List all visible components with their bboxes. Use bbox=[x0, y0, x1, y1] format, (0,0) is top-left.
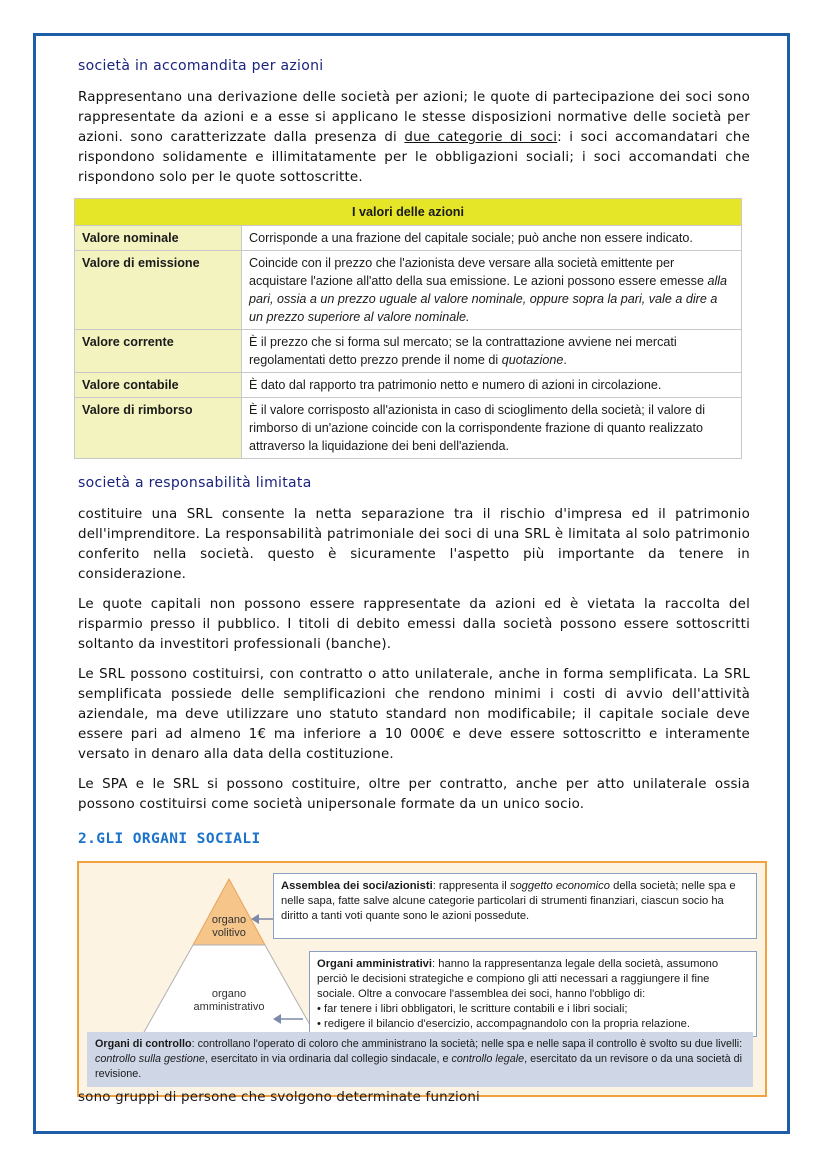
row-key: Valore nominale bbox=[75, 226, 242, 251]
page-content bbox=[78, 58, 750, 1097]
row-text-a: Coincide con il prezzo che l'azionista deve versare alla società emittente per acquistare l'azione all'atto della sua emissione. Le azioni possono essere emesse bbox=[249, 256, 708, 288]
controllo-italic-1: controllo sulla gestione bbox=[95, 1053, 205, 1065]
row-text bbox=[242, 330, 742, 373]
assemblea-label: Assemblea dei soci/azionisti bbox=[281, 880, 433, 892]
table-row bbox=[75, 330, 742, 373]
table-row bbox=[75, 373, 742, 398]
section-title-sapa: società in accomandita per azioni bbox=[78, 58, 324, 74]
controllo-text-c: , esercitato da un revisore o da una società di revisione. bbox=[95, 1053, 743, 1080]
table-header: I valori delle azioni bbox=[75, 199, 742, 226]
row-key: Valore di rimborso bbox=[75, 398, 242, 459]
sapa-text-underlined: due categorie di soci bbox=[404, 130, 558, 145]
row-key: Valore di emissione bbox=[75, 251, 242, 330]
table-header-row bbox=[75, 199, 742, 226]
assemblea-text-b: della società; nelle spa e nelle sapa, fatte salve alcune categorie particolari di strumenti finanziari, ciascun socio ha diritto a tanti voti quante sono le azioni possedute. bbox=[281, 880, 736, 922]
arrow-left-icon bbox=[251, 914, 259, 924]
row-text-c: . bbox=[563, 353, 567, 367]
row-text: Corrisponde a una frazione del capitale sociale; può anche non essere indicato. bbox=[242, 226, 742, 251]
srl-paragraph-3: Le SRL possono costituirsi, con contratto o atto unilaterale, anche in forma semplificata. La SRL semplificata possiede delle semplificazioni che rendono minimi i costi di avvio dell'attività aziendale, ma deve utilizzare uno statuto standard non modificabile; il capitale sociale deve essere pari ad almeno 1€ ma inferiore a 10 000€ e deve essere sottoscritto e interamente versato in denaro alla data della costituzione. bbox=[78, 667, 750, 762]
srl-paragraph-4: Le SPA e le SRL si possono costituire, oltre per contratto, anche per atto unilaterale ossia possono costituirsi come società unipersonale formate da un unico socio. bbox=[78, 777, 750, 812]
amm-bullet: • redigere il bilancio d'esercizio, accompagnandolo con la propria relazione. bbox=[317, 1018, 690, 1030]
controllo-italic-2: controllo legale bbox=[451, 1053, 525, 1065]
values-table bbox=[74, 198, 742, 459]
row-text-a: È il prezzo che si forma sul mercato; se la contrattazione avviene nei mercati regolamentati detto prezzo prende il nome di bbox=[249, 335, 677, 367]
pyramid-bottom-label-1: organo bbox=[211, 988, 247, 1000]
organi-diagram bbox=[77, 861, 767, 1097]
table-row bbox=[75, 398, 742, 459]
row-text-italic: alla pari, ossia a un prezzo uguale al valore nominale, oppure sopra la pari, vale a dire a un prezzo superiore al valore nominale. bbox=[249, 274, 728, 324]
controllo-text-a: : controllano l'operato di coloro che amministrano la società; nelle spa e nelle sapa il controllo è svolto su due livelli: bbox=[191, 1038, 743, 1050]
row-text bbox=[242, 251, 742, 330]
pyramid-top-label-2: volitivo bbox=[212, 927, 246, 939]
srl-paragraph-1: costituire una SRL consente la netta separazione tra il rischio d'impresa ed il patrimonio dell'imprenditore. La responsabilità patrimoniale dei soci di una SRL è limitata al solo patrimonio conferito nella società. questo è sicuramente l'aspetto più importante da tenere in considerazione. bbox=[78, 507, 750, 582]
amm-bullet-text: redigere il bilancio d'esercizio, accompagnandolo con la propria relazione. bbox=[324, 1018, 690, 1030]
amm-bullet: • far tenere i libri obbligatori, le scritture contabili e i libri sociali; bbox=[317, 1003, 628, 1015]
controllo-label: Organi di controllo bbox=[95, 1038, 192, 1050]
row-text-italic: quotazione bbox=[501, 353, 564, 367]
table-row bbox=[75, 251, 742, 330]
row-text: È il valore corrisposto all'azionista in caso di scioglimento della società; il valore di rimborso di un'azione coincide con la corrispondente frazione di quanto realizzato attraverso la liquidazione dei beni dell'azienda. bbox=[242, 398, 742, 459]
sapa-paragraph bbox=[78, 88, 750, 188]
pyramid-bottom-label-2: amministrativo bbox=[193, 1001, 265, 1013]
amministrativi-box bbox=[309, 951, 757, 1037]
controllo-text-b: , esercitato in via ordinaria dal collegio sindacale, e bbox=[204, 1053, 452, 1065]
section-title-srl: società a responsabilità limitata bbox=[78, 475, 312, 491]
sapa-text-pre: Rappresentano una derivazione delle società per azioni; le quote di partecipazione dei soci sono rappresentate da azioni e a esse si applicano le stesse disposizioni normative delle società per azioni. sono caratterizzate dalla presenza di bbox=[78, 90, 750, 145]
srl-paragraph-2: Le quote capitali non possono essere rappresentate da azioni ed è vietata la raccolta del risparmio presso il pubblico. I titoli di debito emessi dalla società possono essere sottoscritti soltanto da investitori professionali (banche). bbox=[78, 597, 750, 652]
amm-bullet-text: far tenere i libri obbligatori, le scritture contabili e i libri sociali; bbox=[324, 1003, 628, 1015]
pyramid-top-label-1: organo bbox=[211, 914, 247, 926]
assemblea-box bbox=[273, 873, 757, 939]
controllo-box bbox=[87, 1032, 753, 1087]
assemblea-text-a: : rappresenta il bbox=[432, 880, 510, 892]
arrow-left-icon bbox=[273, 1014, 281, 1024]
row-text: È dato dal rapporto tra patrimonio netto e numero di azioni in circolazione. bbox=[242, 373, 742, 398]
amministrativi-label: Organi amministrativi bbox=[317, 958, 433, 970]
amministrativi-text: : hanno la rappresentanza legale della società, assumono perciò le decisioni strategiche e compiono gli atti necessari a raggiungere il fine sociale. Oltre a convocare l'assemblea dei soci, hanno l'obbligo di: bbox=[317, 958, 719, 1000]
row-key: Valore contabile bbox=[75, 373, 242, 398]
table-row bbox=[75, 226, 742, 251]
assemblea-italic: soggetto economico bbox=[509, 880, 610, 892]
row-key: Valore corrente bbox=[75, 330, 242, 373]
footer-note: sono gruppi di persone che svolgono determinate funzioni bbox=[78, 1090, 480, 1105]
sapa-text-post: : i soci accomandatari che rispondono solidamente e illimitatamente per le obbligazioni sociali; i soci accomandati che rispondono solo per le quote sottoscritte. bbox=[78, 130, 751, 185]
section-title-organi: 2.GLI ORGANI SOCIALI bbox=[78, 831, 261, 847]
